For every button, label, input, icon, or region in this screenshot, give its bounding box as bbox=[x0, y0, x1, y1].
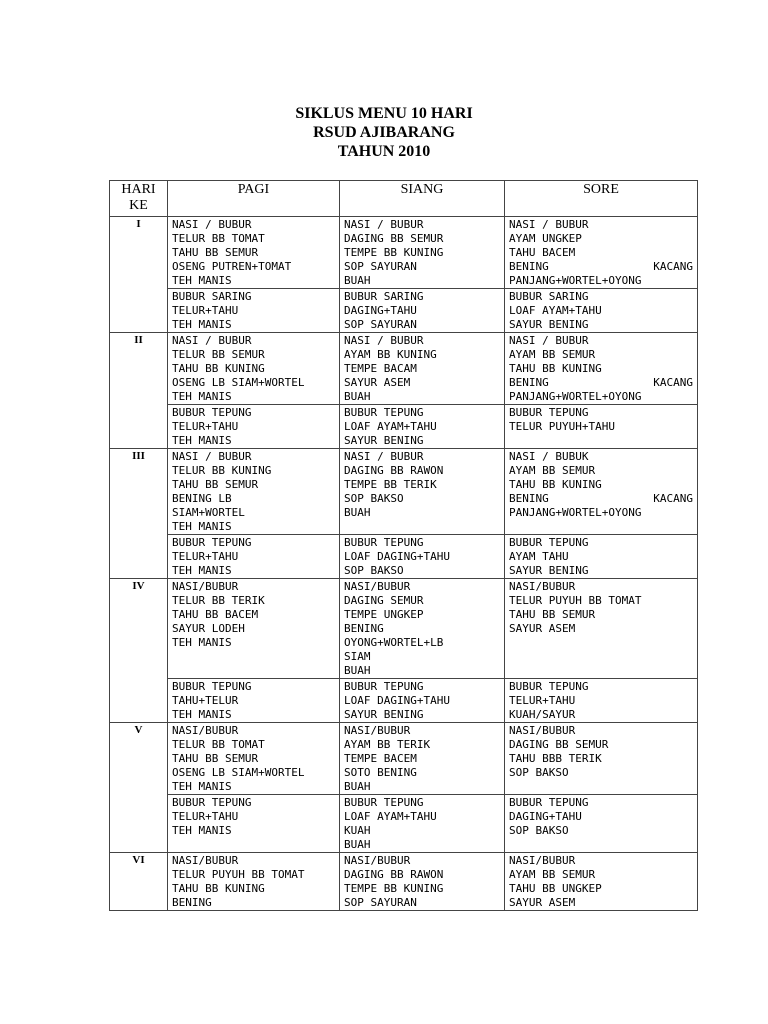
menu-cycle-table bbox=[109, 180, 698, 911]
menu-cell-pagi bbox=[168, 679, 340, 723]
menu-item: DAGING BB RAWON bbox=[344, 464, 444, 477]
menu-cell-sore bbox=[505, 795, 698, 853]
menu-item: TAHU BACEM bbox=[509, 246, 576, 259]
table-row bbox=[110, 795, 698, 853]
menu-item: SOP BAKSO bbox=[509, 766, 569, 779]
menu-cell-siang bbox=[340, 679, 505, 723]
menu-item: TAHU BB BACEM bbox=[172, 608, 259, 621]
menu-item: DAGING+TAHU bbox=[509, 810, 582, 823]
day-number-cell: III bbox=[110, 449, 168, 579]
menu-item: SOP BAKSO bbox=[509, 824, 569, 837]
menu-item: TELUR BB KUNING bbox=[172, 464, 272, 477]
menu-item: PANJANG+WORTEL+OYONG bbox=[509, 390, 642, 403]
menu-cell-sore bbox=[505, 217, 698, 289]
menu-item: BUAH bbox=[344, 506, 371, 519]
menu-item: BUBUR SARING bbox=[344, 290, 424, 303]
table-row bbox=[110, 723, 698, 795]
menu-item: AYAM BB SEMUR bbox=[509, 464, 596, 477]
menu-item: NASI/BUBUR bbox=[509, 580, 576, 593]
menu-item: SAYUR BENING bbox=[509, 564, 589, 577]
menu-item: TAHU BB SEMUR bbox=[172, 478, 259, 491]
menu-item: TELUR+TAHU bbox=[172, 810, 239, 823]
menu-cell-siang bbox=[340, 853, 505, 911]
menu-cell-siang bbox=[340, 333, 505, 405]
menu-item: SIAM+WORTEL bbox=[172, 506, 245, 519]
menu-item: SOP BAKSO bbox=[344, 492, 404, 505]
day-number-cell: V bbox=[110, 723, 168, 853]
menu-item-word: KACANG bbox=[653, 492, 693, 505]
menu-item bbox=[509, 492, 693, 506]
menu-item: TAHU BB UNGKEP bbox=[509, 882, 602, 895]
menu-item: DAGING BB SEMUR bbox=[344, 232, 444, 245]
table-header-row bbox=[110, 181, 698, 217]
menu-item: BUAH bbox=[344, 664, 371, 677]
menu-item: TELUR BB TOMAT bbox=[172, 232, 265, 245]
menu-item: BUBUR SARING bbox=[172, 290, 252, 303]
menu-item: BUAH bbox=[344, 274, 371, 287]
day-number-cell: VI bbox=[110, 853, 168, 911]
table-row bbox=[110, 579, 698, 679]
menu-item: SAYUR LODEH bbox=[172, 622, 245, 635]
document-year: TAHUN 2010 bbox=[337, 143, 431, 160]
menu-cell-siang bbox=[340, 795, 505, 853]
menu-item: TELUR+TAHU bbox=[172, 420, 239, 433]
menu-item: LOAF AYAM+TAHU bbox=[509, 304, 602, 317]
menu-cell-pagi bbox=[168, 723, 340, 795]
menu-item: SIAM bbox=[344, 650, 371, 663]
menu-item: NASI/BUBUR bbox=[172, 854, 239, 867]
document-title-block bbox=[0, 104, 768, 161]
menu-cell-siang bbox=[340, 723, 505, 795]
menu-item: BENING bbox=[344, 622, 384, 635]
menu-item: BUAH bbox=[344, 780, 371, 793]
menu-item: AYAM UNGKEP bbox=[509, 232, 582, 245]
menu-item: DAGING SEMUR bbox=[344, 594, 424, 607]
menu-item: TEH MANIS bbox=[172, 564, 232, 577]
menu-item: BUBUR TEPUNG bbox=[172, 406, 252, 419]
menu-item: SAYUR BENING bbox=[509, 318, 589, 331]
menu-cell-sore bbox=[505, 679, 698, 723]
menu-item: SOP SAYURAN bbox=[344, 318, 417, 331]
day-number-cell: IV bbox=[110, 579, 168, 723]
menu-cell-pagi bbox=[168, 853, 340, 911]
menu-item: TEMPE BB KUNING bbox=[344, 882, 444, 895]
menu-item: BUBUR TEPUNG bbox=[344, 406, 424, 419]
menu-item: TEH MANIS bbox=[172, 708, 232, 721]
menu-item: BUBUR TEPUNG bbox=[172, 536, 252, 549]
menu-item: SOP SAYURAN bbox=[344, 260, 417, 273]
menu-item: DAGING+TAHU bbox=[344, 304, 417, 317]
menu-item: TEH MANIS bbox=[172, 390, 232, 403]
menu-item: TELUR BB TOMAT bbox=[172, 738, 265, 751]
menu-item: BUBUR TEPUNG bbox=[344, 536, 424, 549]
menu-item: NASI / BUBUR bbox=[509, 218, 589, 231]
menu-item: AYAM BB SEMUR bbox=[509, 868, 596, 881]
menu-item: OSENG LB SIAM+WORTEL bbox=[172, 376, 305, 389]
menu-item: BUBUR TEPUNG bbox=[509, 796, 589, 809]
table-row bbox=[110, 405, 698, 449]
menu-cell-pagi bbox=[168, 333, 340, 405]
menu-item: NASI / BUBUR bbox=[344, 334, 424, 347]
menu-item-word: BENING bbox=[509, 492, 549, 505]
menu-item: TEH MANIS bbox=[172, 434, 232, 447]
menu-item: TELUR+TAHU bbox=[172, 550, 239, 563]
menu-item: TELUR BB SEMUR bbox=[172, 348, 265, 361]
menu-item: NASI / BUBUR bbox=[344, 218, 424, 231]
menu-item: BUAH bbox=[344, 838, 371, 851]
menu-cell-sore bbox=[505, 405, 698, 449]
menu-item-word: BENING bbox=[509, 260, 549, 273]
menu-item: NASI / BUBUK bbox=[509, 450, 589, 463]
menu-item: TAHU BB KUNING bbox=[509, 478, 602, 491]
menu-item bbox=[509, 376, 693, 390]
table-body bbox=[110, 217, 698, 911]
document-title: SIKLUS MENU 10 HARI bbox=[295, 105, 473, 122]
menu-cell-pagi bbox=[168, 579, 340, 679]
menu-item: AYAM BB SEMUR bbox=[509, 348, 596, 361]
table-row bbox=[110, 289, 698, 333]
menu-item: SAYUR ASEM bbox=[509, 896, 576, 909]
menu-cell-sore bbox=[505, 333, 698, 405]
menu-item: NASI/BUBUR bbox=[172, 724, 239, 737]
table-row bbox=[110, 679, 698, 723]
header-siang: SIANG bbox=[340, 181, 505, 217]
menu-cell-pagi bbox=[168, 449, 340, 535]
menu-item: AYAM BB KUNING bbox=[344, 348, 437, 361]
menu-item: NASI/BUBUR bbox=[344, 580, 411, 593]
menu-cell-pagi bbox=[168, 217, 340, 289]
menu-item bbox=[509, 260, 693, 274]
menu-item: BUBUR TEPUNG bbox=[172, 796, 252, 809]
menu-item: NASI/BUBUR bbox=[509, 724, 576, 737]
menu-item: NASI / BUBUR bbox=[172, 334, 252, 347]
menu-item: TEH MANIS bbox=[172, 824, 232, 837]
menu-item: LOAF DAGING+TAHU bbox=[344, 694, 450, 707]
table-row bbox=[110, 333, 698, 405]
menu-item: TEH MANIS bbox=[172, 274, 232, 287]
menu-item: NASI/BUBUR bbox=[344, 724, 411, 737]
menu-cell-siang bbox=[340, 405, 505, 449]
menu-cell-siang bbox=[340, 579, 505, 679]
menu-cell-pagi bbox=[168, 405, 340, 449]
menu-item: BUBUR TEPUNG bbox=[509, 406, 589, 419]
menu-item: BUBUR TEPUNG bbox=[509, 680, 589, 693]
menu-item: TEH MANIS bbox=[172, 520, 232, 533]
menu-item: SAYUR ASEM bbox=[344, 376, 411, 389]
menu-item: NASI/BUBUR bbox=[509, 854, 576, 867]
menu-item: TAHU BB SEMUR bbox=[172, 752, 259, 765]
menu-item: NASI / BUBUR bbox=[509, 334, 589, 347]
menu-item: TEMPE BACAM bbox=[344, 362, 417, 375]
table-row bbox=[110, 217, 698, 289]
menu-item: TAHU BB SEMUR bbox=[172, 246, 259, 259]
header-sore: SORE bbox=[505, 181, 698, 217]
menu-item: TELUR PUYUH+TAHU bbox=[509, 420, 615, 433]
menu-cell-siang bbox=[340, 449, 505, 535]
table-row bbox=[110, 449, 698, 535]
menu-item: AYAM BB TERIK bbox=[344, 738, 431, 751]
hospital-name: RSUD AJIBARANG bbox=[313, 124, 455, 141]
menu-item: TELUR+TAHU bbox=[172, 304, 239, 317]
menu-item: KUAH/SAYUR bbox=[509, 708, 576, 721]
table-row bbox=[110, 853, 698, 911]
menu-item: TEMPE BACEM bbox=[344, 752, 417, 765]
menu-item: NASI/BUBUR bbox=[344, 854, 411, 867]
menu-item-word: BENING bbox=[509, 376, 549, 389]
menu-item: TAHU BB SEMUR bbox=[509, 608, 596, 621]
menu-item: LOAF DAGING+TAHU bbox=[344, 550, 450, 563]
menu-item: SOP BAKSO bbox=[344, 564, 404, 577]
menu-item: AYAM TAHU bbox=[509, 550, 569, 563]
menu-item: DAGING BB RAWON bbox=[344, 868, 444, 881]
header-pagi: PAGI bbox=[168, 181, 340, 217]
menu-item: TEH MANIS bbox=[172, 636, 232, 649]
menu-item: TAHU BB KUNING bbox=[172, 362, 265, 375]
menu-item: TEMPE BB KUNING bbox=[344, 246, 444, 259]
menu-item: SOTO BENING bbox=[344, 766, 417, 779]
menu-item: TEH MANIS bbox=[172, 780, 232, 793]
menu-item: KUAH bbox=[344, 824, 371, 837]
menu-cell-sore bbox=[505, 289, 698, 333]
menu-item: TEMPE BB TERIK bbox=[344, 478, 437, 491]
menu-item: BUBUR TEPUNG bbox=[344, 680, 424, 693]
menu-cell-sore bbox=[505, 535, 698, 579]
menu-cell-siang bbox=[340, 289, 505, 333]
menu-item: LOAF AYAM+TAHU bbox=[344, 420, 437, 433]
menu-item: NASI / BUBUR bbox=[344, 450, 424, 463]
day-number-cell: II bbox=[110, 333, 168, 449]
menu-cell-sore bbox=[505, 723, 698, 795]
menu-cell-pagi bbox=[168, 289, 340, 333]
menu-item: TAHU BB KUNING bbox=[509, 362, 602, 375]
menu-cell-siang bbox=[340, 217, 505, 289]
menu-item: TEMPE UNGKEP bbox=[344, 608, 424, 621]
menu-item: BUBUR TEPUNG bbox=[509, 536, 589, 549]
menu-item: TELUR BB TERIK bbox=[172, 594, 265, 607]
menu-item: TAHU BBB TERIK bbox=[509, 752, 602, 765]
menu-item: LOAF AYAM+TAHU bbox=[344, 810, 437, 823]
menu-item: PANJANG+WORTEL+OYONG bbox=[509, 274, 642, 287]
menu-item: TELUR PUYUH BB TOMAT bbox=[509, 594, 642, 607]
menu-item: BENING LB bbox=[172, 492, 232, 505]
menu-item: SAYUR BENING bbox=[344, 434, 424, 447]
menu-item: BUAH bbox=[344, 390, 371, 403]
menu-item: BUBUR SARING bbox=[509, 290, 589, 303]
table-row bbox=[110, 535, 698, 579]
menu-item-word: KACANG bbox=[653, 260, 693, 273]
menu-item: NASI / BUBUR bbox=[172, 450, 252, 463]
menu-item: BUBUR TEPUNG bbox=[344, 796, 424, 809]
menu-item: BUBUR TEPUNG bbox=[172, 680, 252, 693]
menu-item-word: KACANG bbox=[653, 376, 693, 389]
menu-item: TAHU+TELUR bbox=[172, 694, 239, 707]
day-number-cell: I bbox=[110, 217, 168, 333]
menu-item: DAGING BB SEMUR bbox=[509, 738, 609, 751]
menu-cell-pagi bbox=[168, 535, 340, 579]
menu-item: OSENG LB SIAM+WORTEL bbox=[172, 766, 305, 779]
menu-item: TELUR PUYUH BB TOMAT bbox=[172, 868, 305, 881]
menu-cell-pagi bbox=[168, 795, 340, 853]
menu-cell-sore bbox=[505, 853, 698, 911]
header-hari-ke: HARI KE bbox=[110, 181, 168, 217]
menu-item: TELUR+TAHU bbox=[509, 694, 576, 707]
menu-item: PANJANG+WORTEL+OYONG bbox=[509, 506, 642, 519]
menu-item: SOP SAYURAN bbox=[344, 896, 417, 909]
menu-item: TEH MANIS bbox=[172, 318, 232, 331]
menu-cell-sore bbox=[505, 449, 698, 535]
menu-item: BENING bbox=[172, 896, 212, 909]
menu-cell-siang bbox=[340, 535, 505, 579]
menu-item: TAHU BB KUNING bbox=[172, 882, 265, 895]
menu-item: SAYUR ASEM bbox=[509, 622, 576, 635]
menu-item: OYONG+WORTEL+LB bbox=[344, 636, 444, 649]
menu-cell-sore bbox=[505, 579, 698, 679]
menu-item: NASI / BUBUR bbox=[172, 218, 252, 231]
menu-item: OSENG PUTREN+TOMAT bbox=[172, 260, 292, 273]
menu-item: NASI/BUBUR bbox=[172, 580, 239, 593]
menu-item: SAYUR BENING bbox=[344, 708, 424, 721]
